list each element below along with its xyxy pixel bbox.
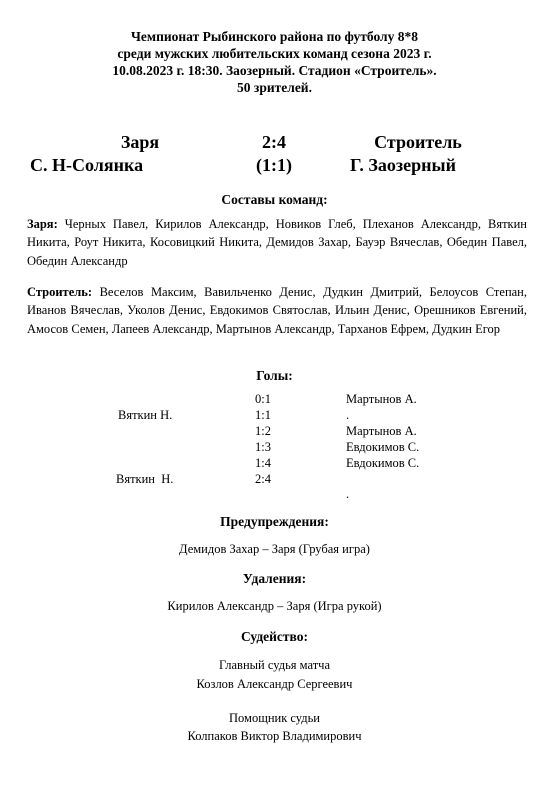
main-referee-role: Главный судья матча: [218, 658, 330, 672]
home-team-location: С. Н-Солянка: [30, 155, 144, 175]
home-team-block: [85, 131, 195, 154]
goal-score: 2:4: [255, 472, 271, 486]
home-lineup-paragraph: [27, 215, 527, 270]
championship-header: [0, 28, 549, 96]
goal-home-scorer: Вяткин Н.: [116, 472, 174, 486]
ejections-text: Кирилов Александр – Заря (Игра рукой): [167, 599, 382, 613]
goal-score: 1:2: [255, 424, 271, 438]
goal-away-scorer: .: [346, 408, 350, 422]
header-line-2: среди мужских любительских команд сезона 2023 г.: [117, 46, 432, 61]
halftime-score: (1:1): [256, 155, 292, 175]
warnings-text: Демидов Захар – Заря (Грубая игра): [179, 542, 370, 556]
header-line-1: Чемпионат Рыбинского района по футболу 8*8: [130, 29, 418, 44]
header-line-3: 10.08.2023 г. 18:30. Заозерный. Стадион «Строитель».: [112, 63, 437, 78]
assistant-referee-name: Колпаков Виктор Владимирович: [187, 729, 362, 743]
goal-score: 0:1: [255, 392, 271, 406]
goals-title: Голы:: [256, 368, 293, 383]
goal-score: 1:1: [255, 408, 271, 422]
warnings-title: Предупреждения:: [220, 514, 329, 529]
score-block: [234, 131, 314, 177]
goal-score: 1:3: [255, 440, 271, 454]
referees-title: Судейство:: [241, 629, 308, 644]
header-line-4: 50 зрителей.: [237, 80, 312, 95]
away-lineup-paragraph: [27, 283, 527, 338]
lineups-title: Составы команд:: [221, 192, 328, 207]
final-score: 2:4: [262, 132, 286, 152]
assistant-referee-role: Помощник судьи: [229, 711, 320, 725]
goal-away-scorer: Мартынов А.: [346, 424, 417, 438]
goal-away-scorer: Евдокимов С.: [346, 456, 420, 470]
goal-away-scorer: Мартынов А.: [346, 392, 417, 406]
goal-away-scorer: Евдокимов С.: [346, 440, 420, 454]
away-team-location: Г. Заозерный: [350, 155, 456, 175]
away-team-name: Строитель: [374, 132, 462, 152]
away-lineup-players: Веселов Максим, Вавильченко Денис, Дудкин Дмитрий, Белоусов Степан, Иванов Вячеслав, Уколов Денис, Евдокимов Святослав, Ильин Денис, Орешников Евгений, Амосов Семен, Лапеев Александр, Мартынов Александр, Тарханов Ефрем, Дудкин Егор: [27, 285, 527, 336]
goal-trailing-mark: .: [346, 487, 350, 501]
away-lineup-label: Строитель:: [27, 285, 93, 299]
ejections-title: Удаления:: [242, 571, 307, 586]
main-referee-name: Козлов Александр Сергеевич: [196, 677, 353, 691]
home-lineup-label: Заря:: [27, 217, 58, 231]
home-team-name: Заря: [120, 132, 160, 152]
home-lineup-players: Черных Павел, Кирилов Александр, Новиков Глеб, Плеханов Александр, Вяткин Никита, Роут Никита, Косовицкий Никита, Демидов Захар, Бауэр Вячеслав, Обедин Павел, Обедин Александр: [27, 217, 527, 268]
goal-home-scorer: Вяткин Н.: [118, 408, 173, 422]
goal-score: 1:4: [255, 456, 271, 470]
